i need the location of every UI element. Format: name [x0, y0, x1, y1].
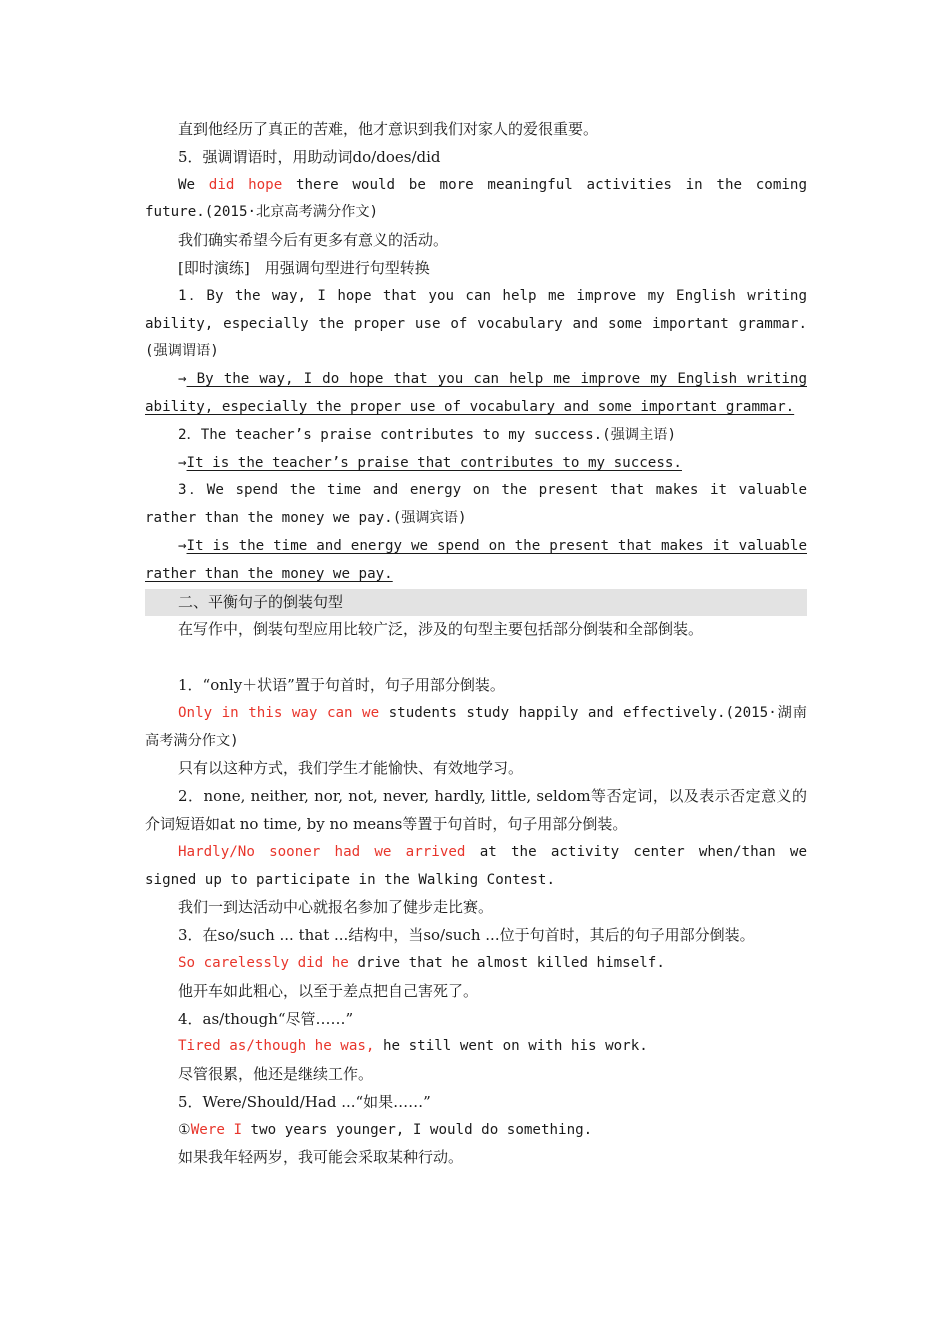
rule-heading: 4．as/though“尽管……”: [178, 1009, 354, 1028]
document-page: [145, 116, 807, 1172]
example-text: two years younger, I would do something.: [241, 1121, 593, 1138]
translation: 我们一到达活动中心就报名参加了健步走比赛。: [178, 898, 494, 917]
exercise-answer: [145, 533, 807, 589]
exercise-question: 3．We spend the time and energy on the present that makes it valuable rather than the money we pay.(强调宾语): [145, 482, 807, 527]
example-text: We: [178, 176, 209, 193]
example-text: at the activity center when/than we signed up to participate in the Walking Contest.: [145, 843, 808, 888]
arrow-icon: →: [178, 454, 187, 471]
arrow-icon: →: [178, 371, 187, 388]
emphasis-text: Hardly/No sooner had we arrived: [178, 843, 466, 860]
exercise-answer: [145, 450, 807, 478]
example-sentence: [145, 839, 807, 895]
emphasis-text: did hope: [208, 176, 283, 193]
answer-text: It is the time and energy we spend on the present that makes it valuable rather than the money we pay.: [145, 537, 807, 582]
emphasis-text: Were I: [190, 1121, 242, 1138]
paragraph: 直到他经历了真正的苦难，他才意识到我们对家人的爱很重要。: [178, 120, 599, 138]
spacer: [145, 644, 807, 672]
emphasis-text: So carelessly did he: [178, 954, 349, 971]
translation: 我们确实希望今后有更多有意义的活动。: [178, 231, 449, 250]
example-text: he still went on with his work.: [374, 1038, 648, 1055]
example-text: drive that he almost killed himself.: [348, 954, 665, 971]
answer-text: By the way, I do hope that you can help me improve my English writing ability, especially the proper use of vocabulary and some important grammar.: [145, 371, 807, 415]
rule-heading: 5．Were/Should/Had ...“如果……”: [178, 1092, 431, 1111]
translation: 他开车如此粗心，以至于差点把自己害死了。: [178, 981, 479, 1000]
exercise-heading: [即时演练] 用强调句型进行句型转换: [178, 258, 430, 277]
arrow-icon: →: [178, 537, 187, 554]
exercise-answer: [145, 366, 807, 422]
paragraph: 在写作中，倒装句型应用比较广泛，涉及的句型主要包括部分倒装和全部倒装。: [178, 620, 704, 639]
rule-heading: 2．none, neither, nor, not, never, hardly, little, seldom等否定词，以及表示否定意义的介词短语如at no time, by no means等置于句首时，句子用部分倒装。: [145, 787, 807, 833]
example-sentence: [145, 1033, 807, 1061]
example-sentence: [145, 700, 807, 756]
emphasis-text: Tired as/though he was,: [178, 1038, 375, 1055]
exercise-question: 1．By the way, I hope that you can help me improve my English writing ability, especially the proper use of vocabulary and some important grammar.(强调谓语): [145, 287, 807, 360]
example-sentence: [145, 1117, 807, 1145]
translation: 只有以这种方式，我们学生才能愉快、有效地学习。: [178, 759, 524, 778]
example-text: students study happily and effectively.(2015·湖南高考满分作文): [145, 704, 807, 749]
example-text: there would be more meaningful activities in the coming future.(2015·北京高考满分作文): [145, 176, 807, 221]
rule-heading: 3．在so/such ... that ...结构中，当so/such ...位于句首时，其后的句子用部分倒装。: [178, 926, 755, 945]
translation: 尽管很累，他还是继续工作。: [178, 1065, 374, 1084]
example-sentence: [145, 950, 807, 978]
exercise-question: 2．The teacher’s praise contributes to my success.(强调主语): [178, 426, 677, 443]
example-sentence: [145, 172, 807, 228]
section-heading: 二、平衡句子的倒装句型: [145, 589, 807, 617]
circled-number: ①: [178, 1121, 191, 1138]
translation: 如果我年轻两岁，我可能会采取某种行动。: [178, 1148, 464, 1167]
rule-heading: 5．强调谓语时，用助动词do/does/did: [178, 147, 441, 166]
answer-text: It is the teacher’s praise that contributes to my success.: [186, 454, 682, 471]
emphasis-text: Only in this way can we: [178, 704, 380, 721]
rule-heading: 1．“only＋状语”置于句首时，句子用部分倒装。: [178, 675, 505, 694]
